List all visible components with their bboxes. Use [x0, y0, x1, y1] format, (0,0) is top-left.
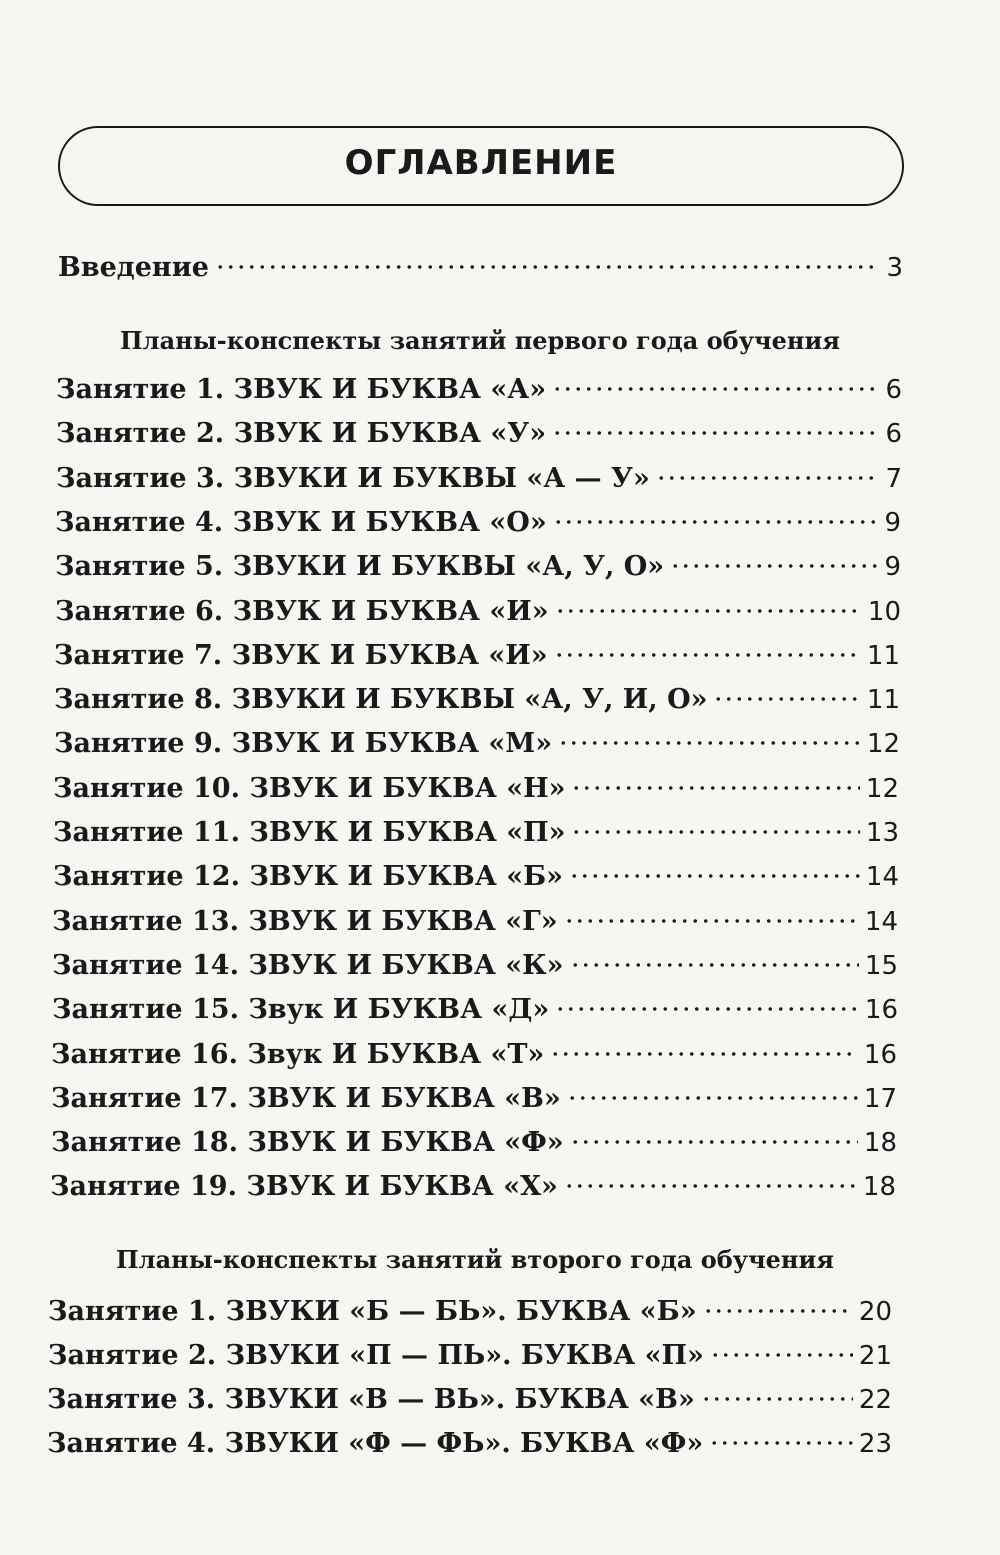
toc-entry[interactable] [56, 414, 902, 454]
toc-entry-label: Введение [58, 252, 209, 283]
toc-entry-page: 21 [858, 1341, 892, 1371]
toc-entry-label: Занятие 4. ЗВУК И БУКВА «О» [55, 507, 547, 538]
title-frame [58, 126, 904, 206]
dot-leader [555, 609, 862, 613]
toc-entry-label: Занятие 18. ЗВУК И БУКВА «Ф» [51, 1127, 564, 1158]
toc-entry-page: 18 [863, 1128, 897, 1158]
toc-entry-page: 20 [858, 1297, 892, 1327]
toc-entry[interactable] [52, 946, 898, 986]
toc-entry-page: 11 [866, 685, 900, 715]
dot-leader [709, 1441, 853, 1445]
dot-leader [569, 874, 860, 878]
toc-entry-label: Занятие 4. ЗВУКИ «Ф — ФЬ». БУКВА «Ф» [47, 1428, 704, 1459]
toc-entry-label: Занятие 14. ЗВУК И БУКВА «К» [52, 950, 564, 981]
toc-entry-page: 17 [863, 1084, 897, 1114]
toc-entry[interactable] [55, 592, 901, 632]
toc-entry-label: Занятие 7. ЗВУК И БУКВА «И» [54, 640, 548, 671]
dot-leader [555, 1007, 859, 1011]
toc-entry-page: 9 [884, 508, 901, 538]
dot-leader [710, 1353, 853, 1357]
toc-entry-label: Занятие 2. ЗВУКИ «П — ПЬ». БУКВА «П» [48, 1340, 704, 1371]
toc-entry-label: Занятие 10. ЗВУК И БУКВА «Н» [53, 773, 566, 804]
toc-entry-label: Занятие 6. ЗВУК И БУКВА «И» [55, 596, 549, 627]
toc-entry[interactable] [52, 902, 898, 942]
toc-entry[interactable] [51, 1079, 897, 1119]
toc-entry-label: Занятие 8. ЗВУКИ И БУКВЫ «А, У, И, О» [54, 684, 708, 715]
dot-leader [554, 653, 861, 657]
toc-entry-label: Занятие 13. ЗВУК И БУКВА «Г» [52, 906, 558, 937]
toc-entry-label: Занятие 9. ЗВУК И БУКВА «М» [54, 728, 553, 759]
toc-entry[interactable] [54, 680, 900, 720]
toc-entry-page: 7 [885, 464, 902, 494]
toc-entry-page: 16 [863, 1040, 897, 1070]
dot-leader [570, 963, 859, 967]
toc-entry-label: Занятие 15. Звук И БУКВА «Д» [52, 994, 550, 1025]
toc-entry-page: 6 [885, 419, 902, 449]
dot-leader [564, 1184, 857, 1188]
toc-entry-page: 10 [867, 597, 901, 627]
dot-leader [570, 1140, 858, 1144]
toc-entry[interactable] [56, 370, 902, 410]
toc-entry[interactable] [47, 1380, 892, 1420]
toc-entry[interactable] [56, 459, 902, 499]
dot-leader [215, 265, 881, 269]
dot-leader [558, 741, 861, 745]
toc-entry-page: 12 [865, 774, 899, 804]
toc-entry[interactable] [48, 1336, 892, 1376]
toc-entry-page: 14 [865, 862, 899, 892]
dot-leader [703, 1309, 853, 1313]
toc-entry-label: Занятие 3. ЗВУКИ «В — ВЬ». БУКВА «В» [47, 1384, 695, 1415]
toc-entry[interactable] [54, 724, 900, 764]
dot-leader [701, 1397, 853, 1401]
toc-entry-label: Занятие 2. ЗВУК И БУКВА «У» [56, 418, 547, 449]
toc-entry-label: Занятие 16. Звук И БУКВА «Т» [51, 1039, 545, 1070]
toc-entry-page: 3 [886, 253, 903, 283]
dot-leader [571, 786, 859, 790]
toc-entry-page: 23 [858, 1429, 892, 1459]
toc-entry[interactable] [55, 547, 901, 587]
toc-entry-page: 22 [858, 1385, 892, 1415]
dot-leader [564, 919, 859, 923]
toc-entry-label: Занятие 11. ЗВУК И БУКВА «П» [53, 817, 566, 848]
toc-entry-page: 15 [864, 951, 898, 981]
toc-entry-label: Занятие 1. ЗВУКИ «Б — БЬ». БУКВА «Б» [48, 1296, 697, 1327]
dot-leader [552, 431, 879, 435]
toc-entry[interactable] [53, 769, 899, 809]
toc-entry-label: Занятие 19. ЗВУК И БУКВА «Х» [50, 1171, 558, 1202]
toc-entry-page: 16 [864, 995, 898, 1025]
page-title: ОГЛАВЛЕНИЕ [344, 143, 618, 183]
dot-leader [567, 1096, 858, 1100]
toc-entry[interactable] [55, 503, 901, 543]
section-heading: Планы-конспекты занятий второго года обучения [116, 1245, 835, 1274]
dot-leader [552, 387, 879, 391]
toc-entry-label: Занятие 3. ЗВУКИ И БУКВЫ «А — У» [56, 463, 650, 494]
toc-entry-page: 13 [865, 818, 899, 848]
toc-entry-page: 11 [866, 641, 900, 671]
toc-entry-intro[interactable] [58, 248, 903, 288]
toc-entry[interactable] [48, 1292, 892, 1332]
dot-leader [553, 520, 879, 524]
dot-leader [550, 1052, 858, 1056]
section-heading: Планы-конспекты занятий первого года обучения [120, 326, 840, 355]
toc-entry-label: Занятие 12. ЗВУК И БУКВА «Б» [53, 861, 564, 892]
toc-entry-page: 6 [885, 375, 902, 405]
dot-leader [571, 830, 859, 834]
toc-entry-label: Занятие 17. ЗВУК И БУКВА «В» [51, 1083, 561, 1114]
toc-entry-label: Занятие 1. ЗВУК И БУКВА «А» [56, 374, 547, 405]
toc-entry[interactable] [53, 857, 899, 897]
dot-leader [656, 476, 880, 480]
toc-entry-page: 14 [864, 907, 898, 937]
toc-entry[interactable] [50, 1167, 896, 1207]
toc-entry[interactable] [53, 813, 899, 853]
dot-leader [670, 564, 878, 568]
toc-entry-page: 12 [866, 729, 900, 759]
toc-entry[interactable] [51, 1123, 897, 1163]
toc-entry-page: 18 [862, 1172, 896, 1202]
toc-entry[interactable] [52, 990, 898, 1030]
toc-entry[interactable] [54, 636, 900, 676]
toc-entry-label: Занятие 5. ЗВУКИ И БУКВЫ «А, У, О» [55, 551, 665, 582]
dot-leader [713, 697, 860, 701]
toc-entry[interactable] [47, 1424, 892, 1464]
toc-entry-page: 9 [884, 552, 901, 582]
toc-entry[interactable] [51, 1035, 897, 1075]
